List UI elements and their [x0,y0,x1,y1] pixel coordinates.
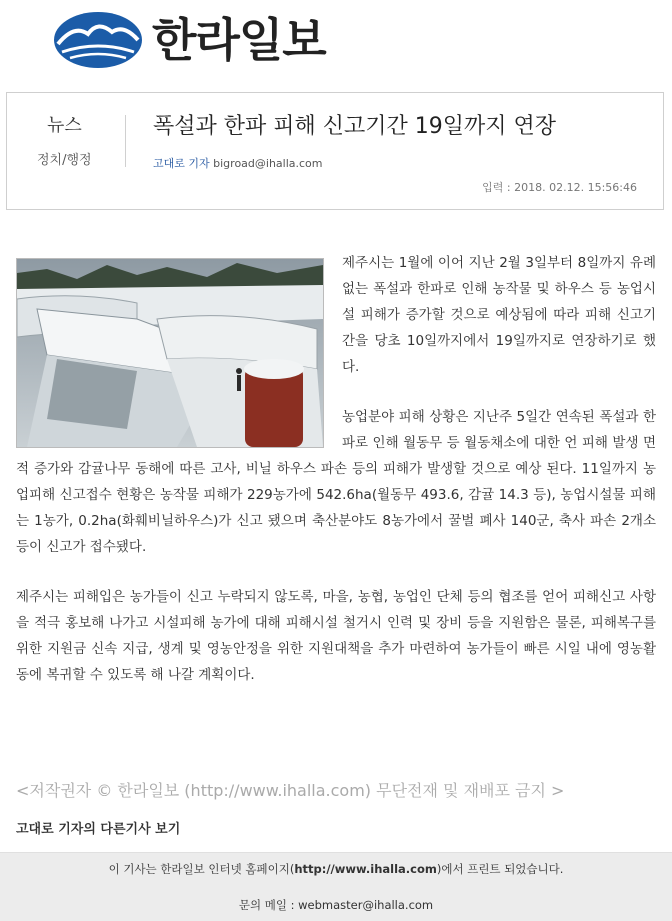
snow-damaged-greenhouse-photo-icon [17,259,323,447]
article-headline: 폭설과 한파 피해 신고기간 19일까지 연장 [153,114,556,139]
site-logo[interactable] [52,6,372,72]
copyright-notice: <저작권자 © 한라일보 (http://www.ihalla.com) 무단전재 및 재배포 금지 > [16,781,565,800]
print-notice-prefix: 이 기사는 한라일보 인터넷 홈페이지( [108,862,295,876]
footer [0,852,672,921]
article-paragraph: 제주시는 1월에 이어 지난 2월 3일부터 8일까지 유례없는 폭설과 한파로 인해 농작물 및 하우스 등 농업시설 피해가 증가할 것으로 예상됨에 따라 피해 신고기간을 당초 10일까지에서 19일까지로 연장하기로 했다. [342,255,656,375]
byline [153,155,323,171]
reporter-name[interactable]: 고대로 기자 [153,157,210,170]
header-divider [125,115,126,167]
contact-email[interactable]: 문의 메일 : webmaster@ihalla.com [238,898,434,912]
print-notice-url[interactable]: http://www.ihalla.com [294,862,437,876]
article-header [6,92,664,210]
category-label[interactable]: 뉴스 [47,115,82,136]
subcategory-label[interactable]: 정치/행정 [37,153,92,168]
reporter-email[interactable]: bigroad@ihalla.com [213,157,323,170]
site-logo-text: 한라일보 [152,13,326,67]
print-notice-suffix: )에서 프린트 되었습니다. [436,862,564,876]
print-notice [0,861,672,877]
article-paragraph: 농업분야 피해 상황은 지난주 5일간 연속된 폭설과 한파로 인해 월동무 등 월동채소에 대한 언 피해 발생 면적 증가와 감귤나무 동해에 따른 고사, 비닐 하우스 파손 등의 피해가 발생할 것으로 예상 된다. 11일까지 농업피해 신고접수 현황은 농작물 피해가 229농가에 542.6ha(월동무 493.6, 감귤 14.3 등), 농업시설물 피해는 1농가, 0.2ha(화훼비닐하우스)가 신고 됐으며 축산분야도 8농가에서 꿀벌 폐사 140군, 축사 파손 2개소 등이 신고가 접수됐다. [16,409,656,555]
publish-timestamp: 입력 : 2018. 02.12. 15:56:46 [482,181,637,194]
article-body [16,250,656,712]
halla-mountain-logo-icon [52,10,144,70]
article-photo [16,258,324,448]
reporter-more-articles-link[interactable]: 고대로 기자의 다른기사 보기 [16,822,181,837]
article-paragraph: 제주시는 피해입은 농가들이 신고 누락되지 않도록, 마을, 농협, 농업인 단체 등의 협조를 얻어 피해신고 사항을 적극 홍보해 나가고 시설피해 농가에 대해 피해시설 철거시 인력 및 장비 등을 지원함은 물론, 피해복구를 위한 지원금 신속 지급, 생계 및 영농안정을 위한 지원대책을 추가 마련하여 농가들이 빠른 시일 내에 영농활동에 복귀할 수 있도록 해 나갈 계획이다. [16,589,656,683]
